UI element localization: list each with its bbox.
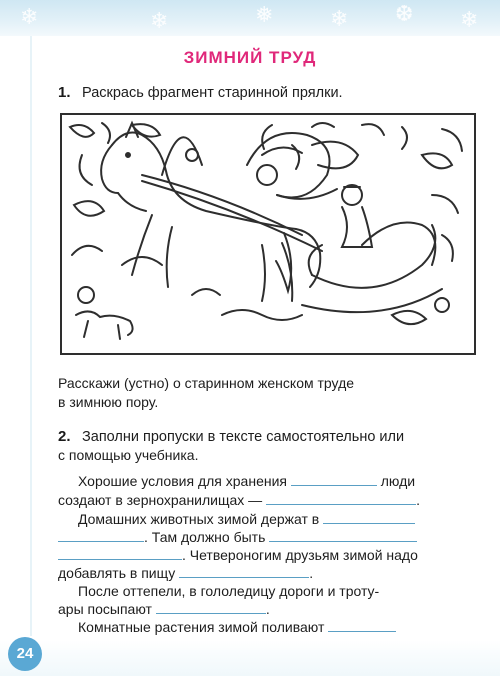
sentence-2: создают в зернохранилищах — . <box>58 492 420 508</box>
sentence-3-part-a: Домашних животных зимой держат в <box>78 511 320 527</box>
task-2-text-line2: с помощью учебника. <box>58 447 199 463</box>
sentence-8: ары посыпают . <box>58 601 270 617</box>
sentence-9-part-a: Комнатные растения зимой поливают <box>78 619 325 635</box>
task-2-text-line1: Заполни пропуски в тексте самостоятельно или <box>82 429 405 445</box>
blank-6[interactable] <box>58 558 182 560</box>
sentence-7-part-a: После оттепели, в гололедицу дороги и троту- <box>78 583 380 599</box>
task-2-number: 2. <box>58 428 71 445</box>
snowflake-icon: ❄ <box>20 4 39 29</box>
snowflake-icon: ❅ <box>255 2 274 27</box>
snowflake-icon: ❄ <box>330 6 349 31</box>
blank-4[interactable] <box>58 540 144 542</box>
sentence-5-part-a: . Четвероногим друзьям зимой надо <box>182 547 418 563</box>
snowflake-icon: ❄ <box>150 8 169 33</box>
task-1-followup-line2: в зимнюю пору. <box>58 394 159 410</box>
sentence-7 <box>78 582 379 601</box>
spinning-wheel-illustration <box>60 113 476 355</box>
sentence-6-part-a: добавлять в пищу <box>58 565 176 581</box>
page-title: ЗИМНИЙ ТРУД <box>183 48 317 67</box>
bottom-band <box>0 640 500 676</box>
task-1-number: 1. <box>58 84 71 101</box>
sentence-4-part-a: . Там должно быть <box>144 529 266 545</box>
blank-9[interactable] <box>328 630 396 632</box>
blank-3[interactable] <box>323 522 415 524</box>
margin-rule <box>30 36 32 636</box>
blank-5[interactable] <box>269 540 417 542</box>
sentence-1-part-a: Хорошие условия для хранения <box>78 473 287 489</box>
sentence-9 <box>78 618 396 637</box>
task-1-text: Раскрась фрагмент старинной прялки. <box>82 85 343 101</box>
sentence-4 <box>58 528 417 547</box>
sentence-1-part-b: люди <box>380 473 416 489</box>
snowflake-icon: ❄ <box>460 7 479 32</box>
sentence-5 <box>58 546 418 565</box>
sentence-8-part-a: ары посыпают <box>58 601 152 617</box>
top-decorative-band <box>0 0 500 36</box>
snowflake-icon: ❆ <box>395 1 414 26</box>
sentence-2-part-a: создают в зернохранилищах — <box>58 492 263 508</box>
blank-1[interactable] <box>291 484 377 486</box>
sentence-6: добавлять в пищу . <box>58 565 314 581</box>
troika-sleigh-drawing <box>62 115 474 353</box>
sentence-1 <box>78 472 415 491</box>
blank-7[interactable] <box>179 576 309 578</box>
task-1-followup-line1: Расскажи (устно) о старинном женском труде <box>58 375 355 391</box>
blank-8[interactable] <box>156 612 266 614</box>
blank-2[interactable] <box>266 503 416 505</box>
page-number-badge: 24 <box>8 637 42 671</box>
sentence-3 <box>78 510 415 529</box>
